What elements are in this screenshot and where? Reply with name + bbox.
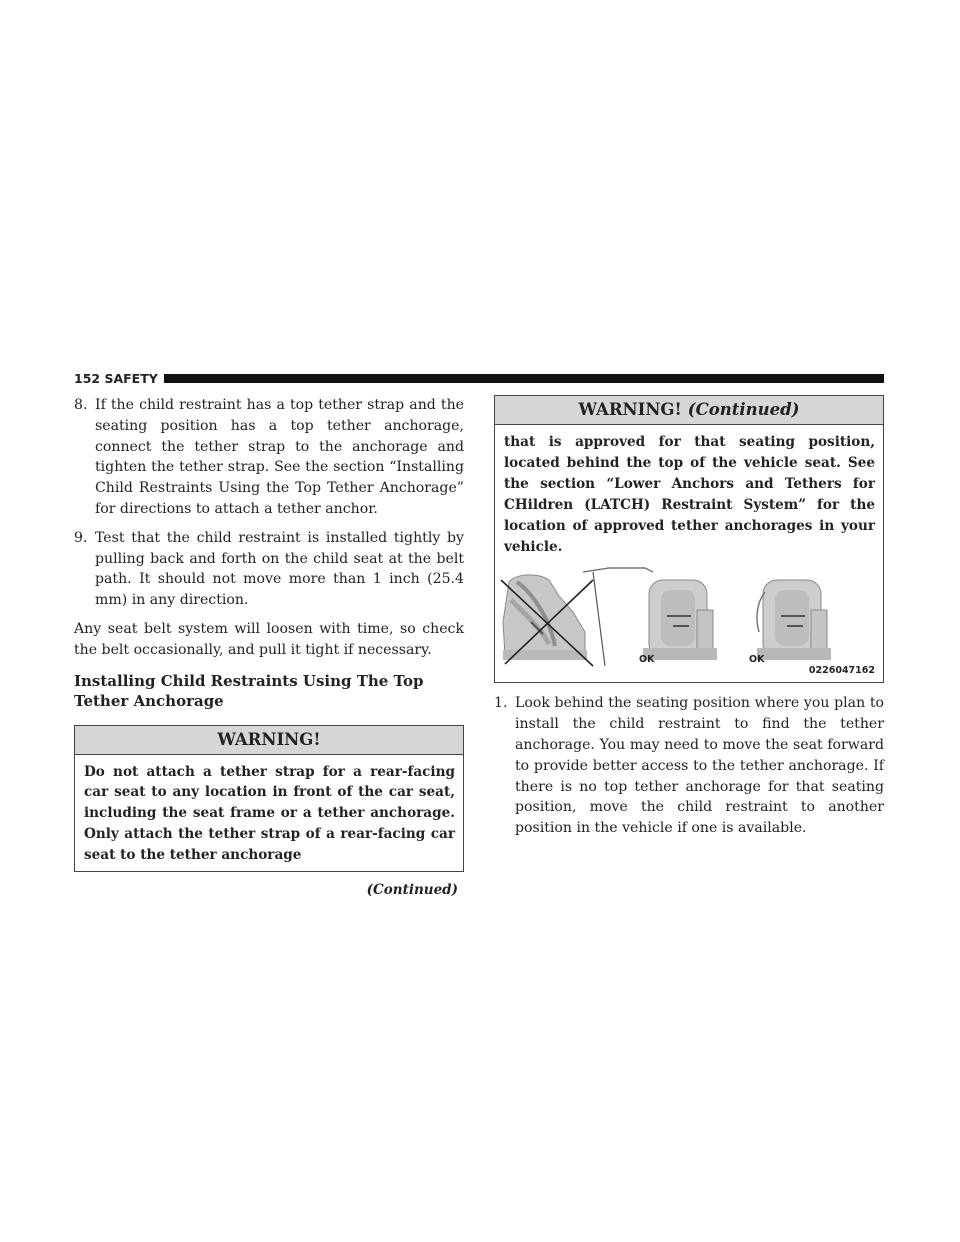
section-heading: Installing Child Restraints Using The Top Tether Anchorage [74,671,424,711]
item-number: 8. [74,397,88,413]
right-column [494,395,884,847]
header-rule [164,374,884,383]
tether-illustration [497,562,881,678]
figure-code: 0226047162 [808,665,875,677]
warning-title: WARNING! [75,726,463,755]
warning-title-row [495,396,883,425]
body-paragraph: Any seat belt system will loosen with time, so check the belt occasionally, and pull it tight if necessary. [74,620,464,658]
page-number-label: 152 SAFETY [74,371,158,386]
ok-label-1: OK [639,654,655,666]
child-seat-illustration [497,562,879,678]
item-text: Test that the child restraint is installed tightly by pulling back and forth on the child seat at the belt path. It should not move more than 1 inch (25.4 mm) in any direction. [95,529,464,609]
page-header [74,372,884,386]
ok-label-2: OK [749,654,765,666]
warning-text: Do not attach a tether strap for a rear-facing car seat to any location in front of the car seat, including the seat frame or a tether anchorage. Only attach the tether strap of a rear-facing car seat to the tether anchorage [84,763,455,864]
list-item-9 [74,528,464,611]
continued-label: (Continued) [366,882,458,899]
item-text: Look behind the seating position where you plan to install the child restraint to find the tether anchorage. You may need to move the seat forward to provide better access to the tether anchorage. If there is no top tether anchorage for that seating position, move the child restraint to another position in the vehicle if one is available. [515,695,884,837]
item-number: 1. [494,695,508,712]
warning-box [74,725,464,873]
warning-text: that is approved for that seating position, located behind the top of the vehicle seat. See the section “Lower Anchors and Tethers for CHildren (LATCH) Restraint System” for the location of approved tether anchorages in your vehicle. [504,434,875,555]
left-column [74,395,464,898]
warning-title: WARNING! [578,400,682,419]
rear-facing-seat-drawing [501,568,609,666]
list-item-8 [74,395,464,520]
item-number: 9. [74,529,88,546]
item-text: If the child restraint has a top tether strap and the seating position has a top tether anchorage, connect the tether strap to the anchorage and tighten the tether strap. See the section “Installing Child Restraints Using the Top Tether Anchorage” for directions to attach a tether anchor. [95,397,464,517]
warning-box-continued [494,395,884,683]
forward-facing-seat-drawing-2 [757,580,831,660]
warning-continued-label: (Continued) [687,400,800,419]
list-item-1 [494,693,884,839]
forward-facing-seat-drawing-1 [643,580,717,660]
